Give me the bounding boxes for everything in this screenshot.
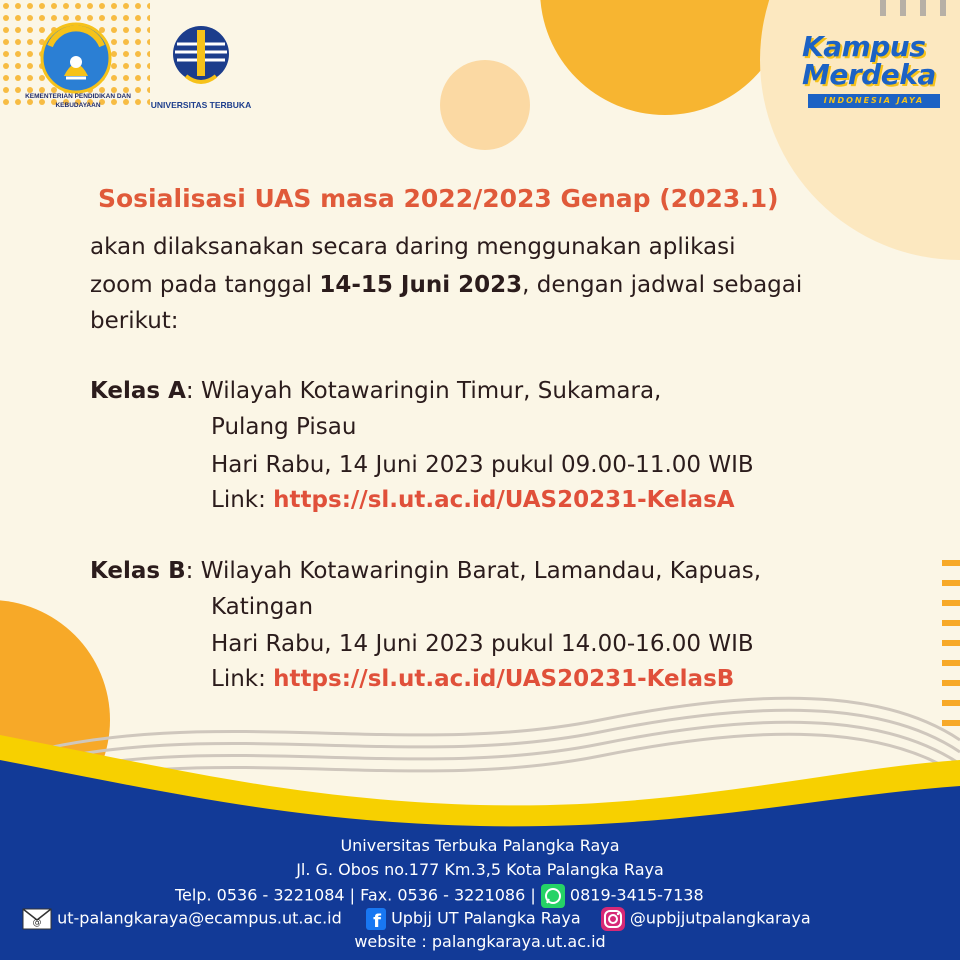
footer-instagram[interactable]: @upbjjutpalangkaraya xyxy=(629,908,811,928)
kampus-merdeka-line1: Kampus xyxy=(802,30,926,63)
class-a-link[interactable]: https://sl.ut.ac.id/UAS20231-KelasA xyxy=(273,487,735,513)
facebook-icon xyxy=(366,908,386,930)
university-label: UNIVERSITAS TERBUKA xyxy=(150,100,252,110)
kampus-merdeka-tagline: INDONESIA JAYA xyxy=(808,94,940,108)
class-a-link-line xyxy=(211,485,735,515)
kampus-merdeka-logo xyxy=(798,30,948,115)
footer-email[interactable]: ut-palangkaraya@ecampus.ut.ac.id xyxy=(57,908,342,928)
class-b-label: Kelas B xyxy=(90,558,186,584)
kemdikbud-logo-icon xyxy=(40,22,112,94)
class-b-link-label: Link: xyxy=(211,666,274,692)
announcement-title: Sosialisasi UAS masa 2022/2023 Genap (2023.1) xyxy=(98,184,779,213)
class-b-link-line xyxy=(211,664,734,694)
class-a-region-1: : Wilayah Kotawaringin Timur, Sukamara, xyxy=(185,378,662,404)
class-a-region-line xyxy=(90,376,661,406)
class-b-region-2: Katingan xyxy=(211,594,314,620)
footer-whatsapp[interactable]: 0819-3415-7138 xyxy=(569,885,704,905)
svg-text:@: @ xyxy=(32,918,42,928)
intro-line-2 xyxy=(90,270,802,300)
footer-phones-line xyxy=(175,884,704,908)
class-b-schedule: Hari Rabu, 14 Juni 2023 pukul 14.00-16.00 WIB xyxy=(211,631,754,657)
universitas-terbuka-logo-icon xyxy=(168,24,234,94)
footer-social-line xyxy=(22,907,811,931)
class-b-link[interactable]: https://sl.ut.ac.id/UAS20231-KelasB xyxy=(273,666,735,692)
class-a-schedule: Hari Rabu, 14 Juni 2023 pukul 09.00-11.00 WIB xyxy=(211,452,754,478)
class-a-label: Kelas A xyxy=(90,378,186,404)
class-b-region-line xyxy=(90,556,761,586)
footer-address: Jl. G. Obos no.177 Km.3,5 Kota Palangka Raya xyxy=(296,860,664,879)
intro-text-pre: zoom pada tanggal xyxy=(90,272,320,298)
intro-text-post: , dengan jadwal sebagai xyxy=(522,272,803,298)
intro-line-1: akan dilaksanakan secara daring menggunakan aplikasi xyxy=(90,234,736,260)
intro-date: 14-15 Juni 2023 xyxy=(319,272,523,298)
class-a-link-label: Link: xyxy=(211,487,274,513)
whatsapp-icon xyxy=(541,884,565,908)
email-icon xyxy=(22,908,52,930)
footer-university-name: Universitas Terbuka Palangka Raya xyxy=(340,836,620,855)
instagram-icon xyxy=(601,907,625,931)
class-a-region-2: Pulang Pisau xyxy=(211,414,357,440)
kampus-merdeka-line2: Merdeka xyxy=(802,58,936,91)
svg-text:f: f xyxy=(373,911,381,930)
footer-facebook[interactable]: Upbjj UT Palangka Raya xyxy=(391,908,581,928)
class-b-region-1: : Wilayah Kotawaringin Barat, Lamandau, Kapuas, xyxy=(185,558,762,584)
footer-phones: Telp. 0536 - 3221084 | Fax. 0536 - 3221086 | xyxy=(175,885,536,905)
footer-website[interactable]: website : palangkaraya.ut.ac.id xyxy=(354,932,606,951)
intro-line-3: berikut: xyxy=(90,308,179,334)
ministry-label: KEMENTERIAN PENDIDIKAN DAN KEBUDAYAAN xyxy=(25,93,131,109)
